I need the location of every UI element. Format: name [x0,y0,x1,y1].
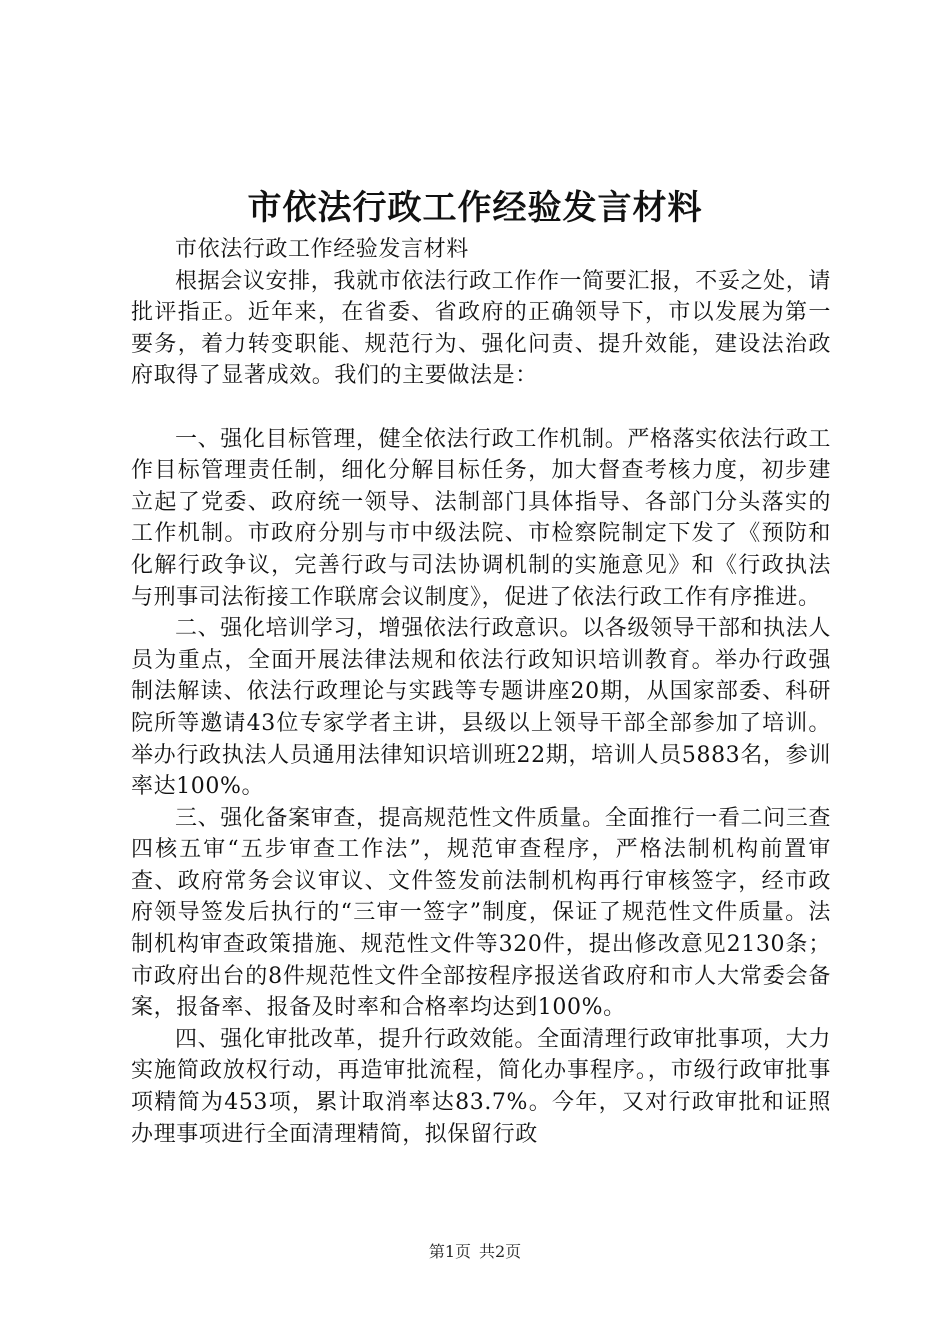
page-total: 共2页 [479,1242,522,1261]
page-number: 第1页 [428,1242,471,1261]
paragraph-section-3: 三、强化备案审查，提高规范性文件质量。全面推行一看二问三查四核五审“五步审查工作法”，规范审查程序，严格法制机构前置审查、政府常务会议审议、文件签发前法制机构再行审核签字，经市政府领导签发后执行的“三审一签字”制度，保证了规范性文件质量。法制机构审查政策措施、规范性文件等320件，提出修改意见2130条；市政府出台的8件规范性文件全部按程序报送省政府和市人大常委会备案，报备率、报备及时率和合格率均达到100%。 [131,805,831,1021]
page-footer [0,1240,950,1264]
paragraph-section-1: 一、强化目标管理，健全依法行政工作机制。严格落实依法行政工作目标管理责任制，细化分解目标任务，加大督查考核力度，初步建立起了党委、政府统一领导、法制部门具体指导、各部门分头落实的工作机制。市政府分别与市中级法院、市检察院制定下发了《预防和化解行政争议，完善行政与司法协调机制的实施意见》和《行政执法与刑事司法衔接工作联席会议制度》，促进了依法行政工作有序推进。 [131,426,831,610]
document-title: 市依法行政工作经验发言材料 [247,188,703,228]
document-body [131,234,831,1150]
paragraph-section-2: 二、强化培训学习，增强依法行政意识。以各级领导干部和执法人员为重点，全面开展法律法规和依法行政知识培训教育。举办行政强制法解读、依法行政理论与实践等专题讲座20期，从国家部委、科研院所等邀请43位专家学者主讲，县级以上领导干部全部参加了培训。举办行政执法人员通用法律知识培训班22期，培训人员5883名，参训率达100%。 [131,616,831,800]
paragraph-subtitle: 市依法行政工作经验发言材料 [175,237,469,262]
paragraph-intro: 根据会议安排，我就市依法行政工作作一简要汇报，不妥之处，请批评指正。近年来，在省委、省政府的正确领导下，市以发展为第一要务，着力转变职能、规范行为、强化问责、提升效能，建设法治政府取得了显著成效。我们的主要做法是： [131,268,831,389]
paragraph-section-4: 四、强化审批改革，提升行政效能。全面清理行政审批事项，大力实施简政放权行动，再造审批流程，简化办事程序。，市级行政审批事项精简为453项，累计取消率达83.7%。今年，又对行政审批和证照办理事项进行全面清理精简，拟保留行政 [131,1026,831,1147]
